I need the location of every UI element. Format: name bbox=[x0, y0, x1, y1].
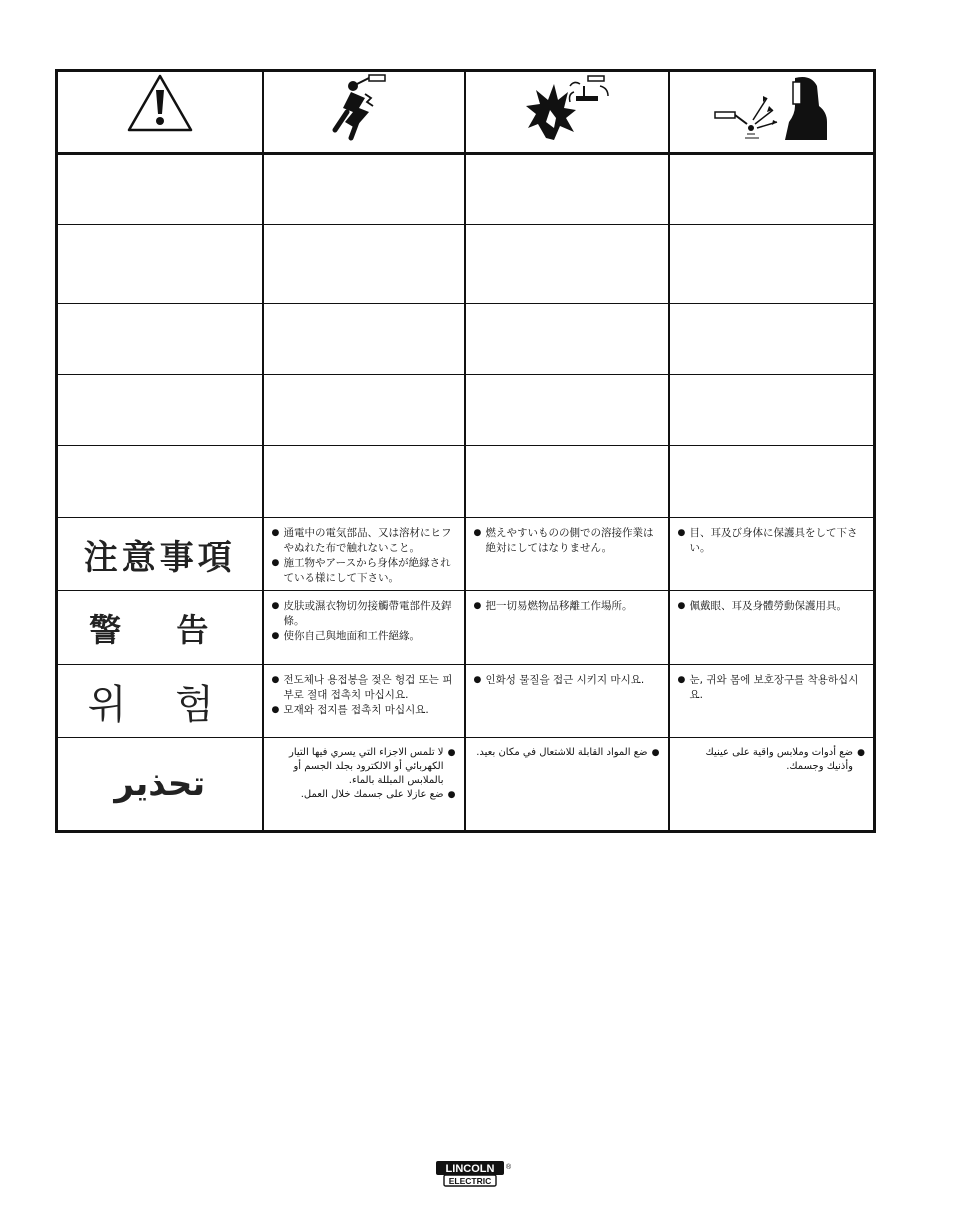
warning-item: ● 皮肤或濕衣物切勿接觸帶電部件及銲條。 bbox=[272, 599, 456, 629]
language-label-cell bbox=[57, 517, 263, 590]
language-label-cell bbox=[57, 664, 263, 737]
warning-item: ● 施工物やアースから身体が絶縁されている様にして下さい。 bbox=[272, 556, 456, 586]
japanese-label: 注意事項 bbox=[83, 537, 236, 578]
warning-item: ● 使你自己與地面和工件絕緣。 bbox=[272, 629, 456, 644]
blank-row bbox=[57, 303, 875, 374]
arabic-label: تحذير bbox=[114, 764, 206, 805]
japanese-row bbox=[57, 517, 875, 590]
korean-row bbox=[57, 664, 875, 737]
korean-label: 위 험 bbox=[87, 681, 232, 728]
safety-warning-table bbox=[55, 69, 876, 833]
electric-shock-icon bbox=[329, 72, 399, 142]
warning-item: ● لا تلمس الاجزاء التي يسري فيها التيار الكهربائي أو الالكترود بجلد الجسم أو بالملابس المبللة بالماء. bbox=[272, 746, 456, 788]
warning-item: ● 전도체나 용접봉을 젖은 헝겁 또는 피부로 절대 접촉치 마십시요. bbox=[272, 673, 456, 703]
arc-ray-icon-cell bbox=[669, 71, 875, 154]
warning-item: ● ضع أدوات وملابس واقية على عينيك وأذنيك وجسمك. bbox=[678, 746, 866, 774]
warning-item: ● 눈, 귀와 몸에 보호장구를 착용하십시요. bbox=[678, 673, 866, 703]
warning-icon-cell bbox=[57, 71, 263, 154]
blank-row bbox=[57, 225, 875, 304]
warning-item: ● 目、耳及び身体に保護具をして下さい。 bbox=[678, 526, 866, 556]
language-label-cell bbox=[57, 591, 263, 664]
warning-item: ● ضع المواد القابلة للاشتعال في مكان بعيد. bbox=[474, 746, 660, 760]
arc-rays-icon bbox=[711, 72, 831, 142]
shock-icon-cell bbox=[263, 71, 465, 154]
fire-icon-cell bbox=[465, 71, 669, 154]
logo-line2: ELECTRIC bbox=[448, 1176, 492, 1186]
chinese-label: 警 告 bbox=[89, 610, 231, 649]
blank-row bbox=[57, 374, 875, 445]
warning-item: ● ضع عازلا على جسمك خلال العمل. bbox=[272, 788, 456, 802]
arabic-row bbox=[57, 738, 875, 832]
fire-explosion-icon bbox=[524, 72, 610, 142]
warning-triangle-icon bbox=[125, 72, 195, 136]
lincoln-electric-logo bbox=[436, 1160, 512, 1188]
warning-item: ● 모재와 접지를 접촉치 마십시요. bbox=[272, 703, 456, 718]
warning-item: ● 燃えやすいものの側での溶接作業は絶対にしてはなりません。 bbox=[474, 526, 660, 556]
blank-row bbox=[57, 153, 875, 224]
language-label-cell bbox=[57, 738, 263, 832]
warning-item: ● 인화성 물질을 접근 시키지 마시요. bbox=[474, 673, 660, 688]
logo-registered-mark: ® bbox=[506, 1164, 512, 1171]
warning-item: ● 佩戴眼、耳及身體勞動保護用具。 bbox=[678, 599, 866, 614]
chinese-row bbox=[57, 591, 875, 664]
logo-line1: LINCOLN bbox=[445, 1163, 495, 1175]
blank-row bbox=[57, 446, 875, 517]
warning-item: ● 通電中の電気部品、又は溶材にヒフやぬれた布で触れないこと。 bbox=[272, 526, 456, 556]
icon-row bbox=[57, 71, 875, 154]
warning-item: ● 把一切易燃物品移離工作場所。 bbox=[474, 599, 660, 614]
